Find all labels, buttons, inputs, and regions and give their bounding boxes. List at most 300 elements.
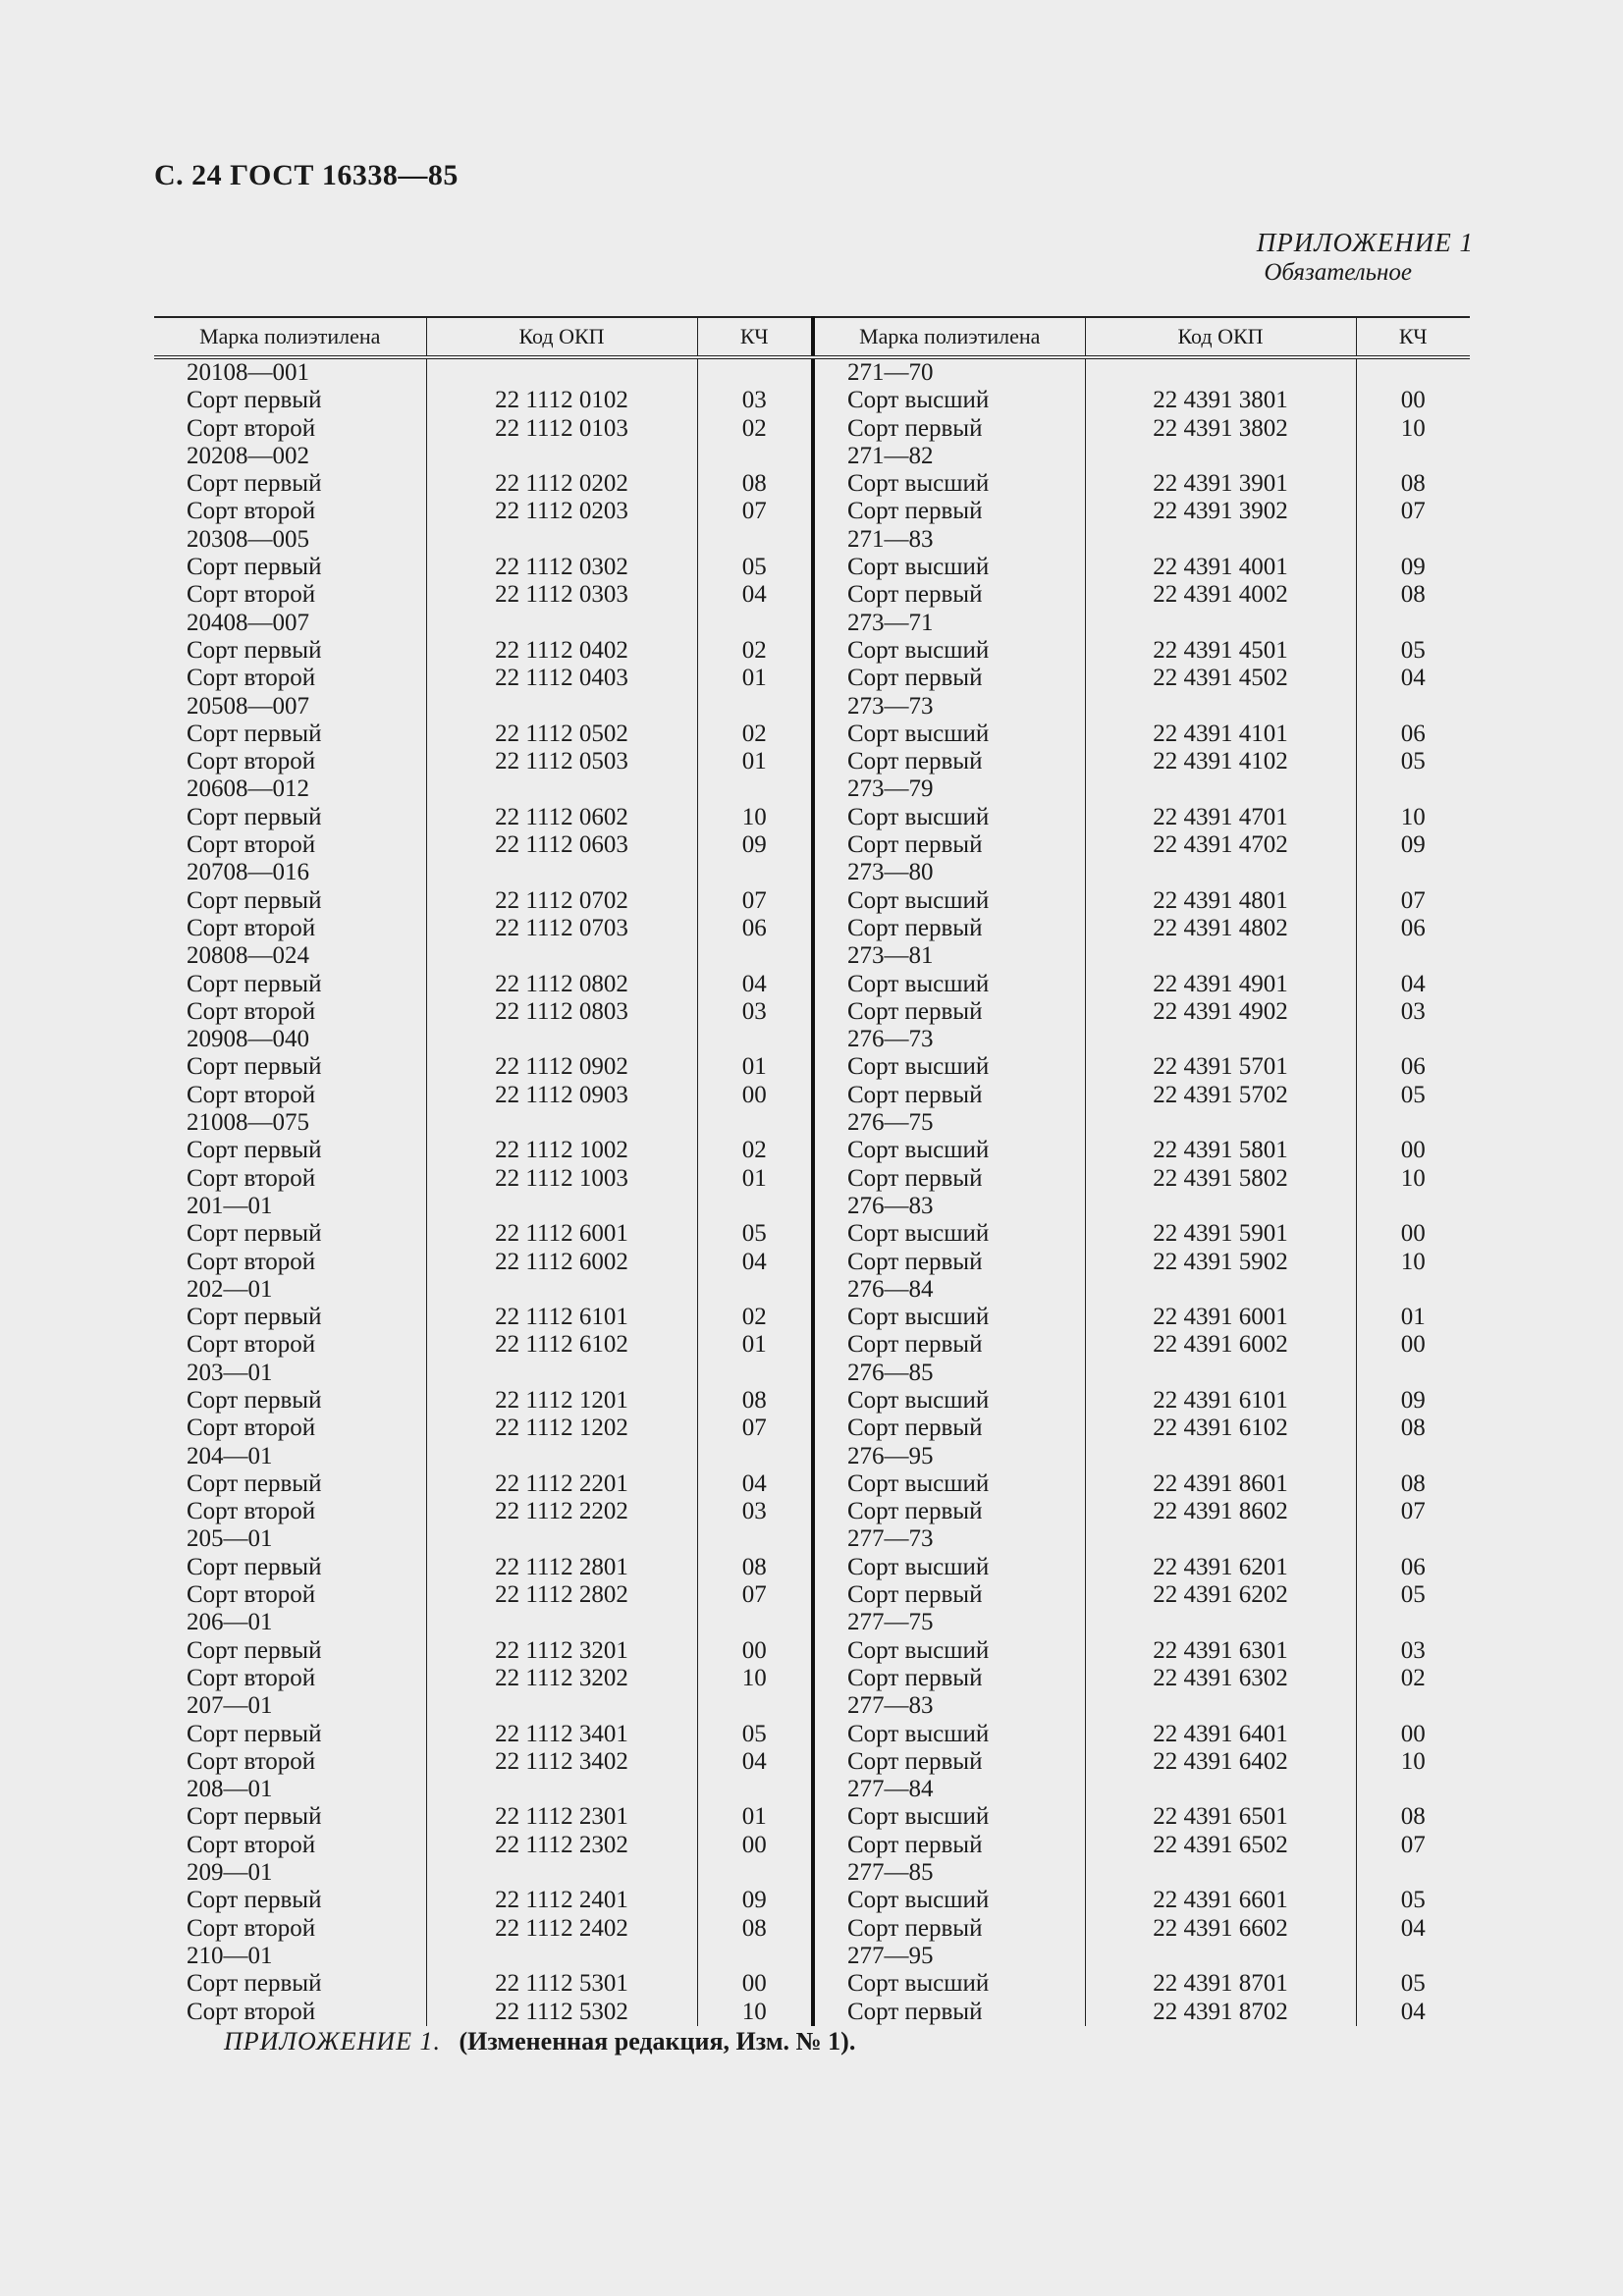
okp-code-cell <box>1085 942 1356 970</box>
okp-code-cell <box>1085 443 1356 470</box>
okp-code-cell: 22 4391 5902 <box>1085 1249 1356 1276</box>
kch-cell: 07 <box>1356 1832 1470 1859</box>
grade-cell: Сорт второй <box>187 665 316 692</box>
table-row <box>154 831 813 859</box>
kch-cell: 08 <box>1356 470 1470 498</box>
kch-cell <box>697 1026 813 1053</box>
okp-code-cell: 22 1112 3202 <box>426 1665 697 1692</box>
table-row <box>154 942 813 970</box>
okp-code-cell: 22 1112 2802 <box>426 1581 697 1609</box>
kch-cell: 00 <box>1356 1721 1470 1748</box>
table-row <box>154 498 813 525</box>
okp-code-cell <box>1085 1609 1356 1636</box>
table-row <box>815 610 1470 637</box>
kch-cell: 00 <box>697 1832 813 1859</box>
grade-cell: Сорт второй <box>187 1164 316 1192</box>
table-row <box>154 470 813 498</box>
kch-cell <box>697 1443 813 1470</box>
kch-cell <box>697 1525 813 1553</box>
grade-cell: Сорт высший <box>847 1970 990 1998</box>
table-row <box>154 1082 813 1109</box>
grade-cell: 210—01 <box>187 1942 273 1969</box>
grade-cell: Сорт высший <box>847 1803 990 1831</box>
table-row <box>815 1970 1470 1998</box>
grade-cell: Сорт второй <box>187 1747 316 1775</box>
okp-code-cell: 22 4391 4102 <box>1085 748 1356 775</box>
table-row <box>815 1249 1470 1276</box>
okp-code-cell <box>426 1859 697 1887</box>
okp-code-cell: 22 4391 8602 <box>1085 1498 1356 1525</box>
grade-cell: 203—01 <box>187 1359 273 1386</box>
okp-code-cell: 22 1112 0603 <box>426 831 697 859</box>
grade-cell: Сорт первый <box>187 970 322 997</box>
grade-cell: Сорт второй <box>187 498 316 525</box>
kch-cell: 05 <box>697 1220 813 1248</box>
table-row <box>815 357 1470 387</box>
okp-code-cell: 22 4391 4702 <box>1085 831 1356 859</box>
kch-cell: 08 <box>1356 1415 1470 1442</box>
table-row <box>815 1304 1470 1331</box>
grade-cell: Сорт второй <box>187 1664 316 1691</box>
okp-code-cell: 22 1112 1202 <box>426 1415 697 1442</box>
grade-cell: Сорт первый <box>187 1887 322 1914</box>
grade-cell: Сорт первый <box>847 1415 983 1442</box>
table-row <box>815 1082 1470 1109</box>
kch-cell: 01 <box>697 1331 813 1359</box>
okp-code-cell: 22 4391 6301 <box>1085 1637 1356 1665</box>
kch-cell: 03 <box>1356 1637 1470 1665</box>
kch-cell: 10 <box>697 1665 813 1692</box>
kch-cell <box>1356 1109 1470 1137</box>
kch-cell <box>697 942 813 970</box>
kch-cell: 02 <box>697 637 813 665</box>
table-row <box>815 1609 1470 1636</box>
table-row <box>815 1581 1470 1609</box>
table-row <box>154 1637 813 1665</box>
kch-cell: 04 <box>1356 971 1470 998</box>
table-row <box>154 693 813 721</box>
kch-cell <box>1356 859 1470 886</box>
kch-cell: 05 <box>1356 637 1470 665</box>
okp-code-cell <box>426 443 697 470</box>
okp-code-cell: 22 1112 1003 <box>426 1165 697 1193</box>
okp-code-cell: 22 4391 6501 <box>1085 1803 1356 1831</box>
kch-cell: 04 <box>697 581 813 609</box>
table-row <box>154 1803 813 1831</box>
grade-cell: Сорт высший <box>847 970 990 997</box>
kch-cell: 07 <box>1356 1498 1470 1525</box>
kch-cell: 08 <box>697 470 813 498</box>
kch-cell <box>697 775 813 803</box>
table-row <box>815 526 1470 554</box>
grade-cell: Сорт второй <box>187 831 316 859</box>
kch-cell: 05 <box>697 554 813 581</box>
table-row <box>815 1193 1470 1220</box>
grade-cell: Сорт первый <box>847 1998 983 2025</box>
kch-cell <box>1356 1859 1470 1887</box>
okp-code-cell <box>1085 1443 1356 1470</box>
okp-code-cell: 22 1112 0602 <box>426 804 697 831</box>
table-header-row <box>815 317 1470 357</box>
okp-code-cell: 22 4391 6602 <box>1085 1915 1356 1943</box>
table-row <box>154 357 813 387</box>
table-row <box>815 1776 1470 1803</box>
table-row <box>154 804 813 831</box>
table-row <box>154 415 813 443</box>
page-header: С. 24 ГОСТ 16338—85 <box>154 159 459 191</box>
okp-code-cell: 22 4391 6402 <box>1085 1748 1356 1776</box>
kch-cell: 00 <box>1356 1331 1470 1359</box>
kch-cell <box>697 1360 813 1387</box>
table-left-body <box>154 357 813 2026</box>
grade-cell: Сорт первый <box>187 1137 322 1164</box>
kch-cell: 02 <box>697 721 813 748</box>
okp-code-cell <box>1085 775 1356 803</box>
okp-code-cell: 22 4391 5802 <box>1085 1165 1356 1193</box>
table-row <box>815 1137 1470 1164</box>
okp-code-cell <box>426 1943 697 1970</box>
grade-cell: Сорт первый <box>847 1248 983 1275</box>
table-row <box>815 581 1470 609</box>
kch-cell: 10 <box>1356 1165 1470 1193</box>
grade-cell: Сорт первый <box>187 1469 322 1497</box>
table-row <box>815 1943 1470 1970</box>
kch-cell: 06 <box>1356 1053 1470 1081</box>
kch-cell: 03 <box>697 998 813 1026</box>
okp-code-cell <box>1085 357 1356 387</box>
okp-code-cell: 22 1112 0903 <box>426 1082 697 1109</box>
grade-cell: 277—84 <box>847 1776 934 1803</box>
kch-cell: 09 <box>1356 554 1470 581</box>
kch-cell <box>1356 357 1470 387</box>
grade-cell: 276—73 <box>847 1026 934 1053</box>
okp-code-cell: 22 4391 6002 <box>1085 1331 1356 1359</box>
grade-cell: Сорт высший <box>847 1720 990 1747</box>
table-row <box>815 1637 1470 1665</box>
okp-code-cell <box>1085 1276 1356 1304</box>
table-row <box>154 1915 813 1943</box>
grade-cell: 277—73 <box>847 1525 934 1553</box>
grade-cell: Сорт второй <box>187 1248 316 1275</box>
okp-code-cell: 22 1112 0202 <box>426 470 697 498</box>
table-row <box>815 1999 1470 2026</box>
kch-cell <box>697 693 813 721</box>
okp-code-cell: 22 1112 2201 <box>426 1470 697 1498</box>
grade-cell: Сорт первый <box>847 1164 983 1192</box>
grade-cell: Сорт второй <box>187 748 316 775</box>
kch-cell <box>1356 1609 1470 1636</box>
kch-cell: 07 <box>1356 498 1470 525</box>
okp-code-cell: 22 4391 8601 <box>1085 1470 1356 1498</box>
kch-cell: 10 <box>697 1999 813 2026</box>
grade-cell: Сорт первый <box>847 1914 983 1942</box>
grade-cell: 202—01 <box>187 1275 273 1303</box>
okp-code-cell: 22 4391 6202 <box>1085 1581 1356 1609</box>
kch-cell: 07 <box>697 498 813 525</box>
okp-code-cell: 22 4391 4001 <box>1085 554 1356 581</box>
grade-cell: 276—84 <box>847 1275 934 1303</box>
table-row <box>154 887 813 915</box>
grade-cell: Сорт второй <box>187 1081 316 1108</box>
okp-code-cell: 22 1112 1002 <box>426 1137 697 1164</box>
table-row <box>154 1387 813 1415</box>
appendix-title: ПРИЛОЖЕНИЕ 1 <box>1256 228 1474 257</box>
grade-cell: Сорт второй <box>187 1498 316 1525</box>
grade-cell: Сорт высший <box>847 1304 990 1331</box>
kch-cell: 01 <box>697 1165 813 1193</box>
grade-cell: Сорт высший <box>847 1386 990 1414</box>
table-row <box>815 748 1470 775</box>
okp-code-cell: 22 1112 0302 <box>426 554 697 581</box>
table-row <box>815 1026 1470 1053</box>
table-row <box>154 581 813 609</box>
grade-cell: Сорт высший <box>847 1636 990 1664</box>
table-right-body <box>815 357 1470 2026</box>
table-row <box>815 1360 1470 1387</box>
kch-cell: 07 <box>697 1415 813 1442</box>
table-header-row <box>154 317 813 357</box>
grade-code-table <box>154 316 1472 2026</box>
grade-cell: Сорт первый <box>847 1831 983 1858</box>
table-row <box>815 415 1470 443</box>
table-row <box>815 915 1470 942</box>
table-row <box>815 1331 1470 1359</box>
okp-code-cell: 22 4391 4501 <box>1085 637 1356 665</box>
grade-cell: 276—75 <box>847 1109 934 1137</box>
kch-cell: 09 <box>1356 1387 1470 1415</box>
table-row <box>815 1832 1470 1859</box>
okp-code-cell: 22 1112 3201 <box>426 1637 697 1665</box>
appendix-subtitle: Обязательное <box>1264 259 1412 286</box>
table-row <box>815 1165 1470 1193</box>
grade-cell: Сорт второй <box>187 1831 316 1858</box>
grade-cell: 20208—002 <box>187 442 309 469</box>
grade-cell: Сорт второй <box>187 997 316 1025</box>
grade-cell: Сорт второй <box>187 1415 316 1442</box>
grade-cell: 20108—001 <box>187 359 309 386</box>
kch-cell: 08 <box>1356 581 1470 609</box>
okp-code-cell: 22 1112 0103 <box>426 415 697 443</box>
kch-cell <box>1356 1692 1470 1720</box>
table-row <box>815 1554 1470 1581</box>
grade-cell: 273—79 <box>847 775 934 803</box>
grade-cell: Сорт первый <box>847 748 983 775</box>
grade-cell: Сорт первый <box>187 1386 322 1414</box>
grade-cell: 209—01 <box>187 1859 273 1887</box>
grade-cell: Сорт высший <box>847 387 990 414</box>
grade-cell: 20808—024 <box>187 942 309 970</box>
table-row <box>154 637 813 665</box>
grade-cell: Сорт первый <box>847 914 983 941</box>
table-row <box>154 775 813 803</box>
okp-code-cell <box>426 859 697 886</box>
okp-code-cell <box>426 693 697 721</box>
kch-cell: 01 <box>697 665 813 692</box>
okp-code-cell: 22 1112 5302 <box>426 1999 697 2026</box>
table-row <box>815 942 1470 970</box>
grade-cell: Сорт второй <box>187 1331 316 1359</box>
table-row <box>154 971 813 998</box>
okp-code-cell: 22 1112 0802 <box>426 971 697 998</box>
kch-cell <box>697 1193 813 1220</box>
grade-cell: 20508—007 <box>187 692 309 720</box>
table-row <box>815 387 1470 414</box>
okp-code-cell: 22 4391 6401 <box>1085 1721 1356 1748</box>
table-row <box>815 1470 1470 1498</box>
kch-cell <box>1356 1193 1470 1220</box>
grade-cell: Сорт первый <box>847 1081 983 1108</box>
kch-cell: 04 <box>1356 1915 1470 1943</box>
okp-code-cell: 22 1112 2402 <box>426 1915 697 1943</box>
okp-code-cell: 22 4391 4002 <box>1085 581 1356 609</box>
okp-code-cell: 22 1112 1201 <box>426 1387 697 1415</box>
kch-cell: 09 <box>697 831 813 859</box>
table-row <box>154 1053 813 1081</box>
grade-cell: 20408—007 <box>187 609 309 636</box>
grade-cell: 273—73 <box>847 692 934 720</box>
grade-cell: Сорт высший <box>847 470 990 498</box>
table-row <box>815 470 1470 498</box>
grade-cell: 277—85 <box>847 1859 934 1887</box>
kch-cell: 04 <box>697 1748 813 1776</box>
kch-cell: 01 <box>697 1803 813 1831</box>
grade-cell: Сорт первый <box>847 1498 983 1525</box>
grade-cell: 208—01 <box>187 1776 273 1803</box>
okp-code-cell: 22 4391 3801 <box>1085 387 1356 414</box>
table-row <box>815 1915 1470 1943</box>
table-row <box>815 721 1470 748</box>
okp-code-cell: 22 4391 6102 <box>1085 1415 1356 1442</box>
table-row <box>154 387 813 414</box>
kch-cell <box>697 1776 813 1803</box>
kch-cell: 05 <box>1356 1581 1470 1609</box>
okp-code-cell: 22 4391 3802 <box>1085 415 1356 443</box>
grade-cell: Сорт первый <box>847 997 983 1025</box>
amendment-note <box>224 2027 855 2056</box>
table-row <box>815 1220 1470 1248</box>
okp-code-cell <box>426 1609 697 1636</box>
table-row <box>154 443 813 470</box>
grade-cell: Сорт первый <box>187 636 322 664</box>
grade-cell: Сорт высший <box>847 554 990 581</box>
grade-cell: Сорт первый <box>187 720 322 747</box>
okp-code-cell: 22 1112 6001 <box>426 1220 697 1248</box>
okp-code-cell: 22 1112 2302 <box>426 1832 697 1859</box>
table-row <box>815 887 1470 915</box>
kch-cell: 06 <box>1356 721 1470 748</box>
grade-cell: Сорт первый <box>847 1747 983 1775</box>
kch-cell: 01 <box>697 748 813 775</box>
okp-code-cell: 22 1112 0203 <box>426 498 697 525</box>
okp-code-cell <box>426 1692 697 1720</box>
grade-cell: Сорт высший <box>847 803 990 830</box>
kch-cell <box>1356 1525 1470 1553</box>
kch-cell <box>697 526 813 554</box>
grade-cell: Сорт высший <box>847 1053 990 1081</box>
table-row <box>815 1415 1470 1442</box>
okp-code-cell: 22 4391 6101 <box>1085 1387 1356 1415</box>
grade-cell: Сорт высший <box>847 1220 990 1248</box>
column-header-okp-code: Код ОКП <box>426 317 697 357</box>
grade-cell: 271—82 <box>847 442 934 469</box>
okp-code-cell: 22 4391 6201 <box>1085 1554 1356 1581</box>
grade-cell: 277—75 <box>847 1609 934 1636</box>
okp-code-cell <box>1085 693 1356 721</box>
okp-code-cell <box>1085 610 1356 637</box>
okp-code-cell <box>426 1525 697 1553</box>
kch-cell: 07 <box>1356 887 1470 915</box>
okp-code-cell: 22 1112 0803 <box>426 998 697 1026</box>
okp-code-cell <box>426 357 697 387</box>
kch-cell <box>1356 526 1470 554</box>
kch-cell <box>1356 1026 1470 1053</box>
kch-cell <box>697 610 813 637</box>
kch-cell: 04 <box>697 971 813 998</box>
table-row <box>815 831 1470 859</box>
okp-code-cell: 22 4391 6502 <box>1085 1832 1356 1859</box>
kch-cell: 06 <box>697 915 813 942</box>
okp-code-cell: 22 1112 0503 <box>426 748 697 775</box>
kch-cell <box>1356 775 1470 803</box>
kch-cell: 02 <box>697 1137 813 1164</box>
column-header-grade: Марка полиэтилена <box>815 317 1085 357</box>
kch-cell: 03 <box>1356 998 1470 1026</box>
grade-cell: 21008—075 <box>187 1109 309 1137</box>
grade-cell: Сорт высший <box>847 636 990 664</box>
kch-cell: 00 <box>1356 1137 1470 1164</box>
kch-cell: 09 <box>697 1887 813 1914</box>
okp-code-cell: 22 4391 6001 <box>1085 1304 1356 1331</box>
okp-code-cell: 22 4391 4902 <box>1085 998 1356 1026</box>
kch-cell: 00 <box>697 1970 813 1998</box>
grade-cell: 20608—012 <box>187 775 309 803</box>
table-row <box>815 1109 1470 1137</box>
grade-cell: 276—95 <box>847 1442 934 1469</box>
okp-code-cell: 22 4391 4801 <box>1085 887 1356 915</box>
table-row <box>154 1776 813 1803</box>
grade-cell: 271—70 <box>847 359 934 386</box>
table-row <box>154 721 813 748</box>
kch-cell: 10 <box>1356 804 1470 831</box>
table-row <box>154 859 813 886</box>
okp-code-cell <box>426 942 697 970</box>
table-row <box>154 1498 813 1525</box>
okp-code-cell: 22 4391 5701 <box>1085 1053 1356 1081</box>
grade-cell: Сорт второй <box>187 914 316 941</box>
kch-cell <box>1356 1276 1470 1304</box>
grade-cell: Сорт первый <box>847 831 983 859</box>
okp-code-cell: 22 4391 5901 <box>1085 1220 1356 1248</box>
grade-cell: Сорт первый <box>187 554 322 581</box>
okp-code-cell <box>1085 1859 1356 1887</box>
grade-cell: 20708—016 <box>187 859 309 886</box>
okp-code-cell: 22 4391 4101 <box>1085 721 1356 748</box>
okp-code-cell: 22 4391 4901 <box>1085 971 1356 998</box>
grade-cell: 271—83 <box>847 525 934 553</box>
kch-cell <box>697 1109 813 1137</box>
kch-cell: 00 <box>697 1082 813 1109</box>
okp-code-cell <box>426 610 697 637</box>
kch-cell <box>1356 1776 1470 1803</box>
table-row <box>815 637 1470 665</box>
kch-cell <box>1356 443 1470 470</box>
kch-cell <box>1356 1360 1470 1387</box>
table-row <box>154 1109 813 1137</box>
grade-cell: 276—83 <box>847 1192 934 1219</box>
kch-cell: 06 <box>1356 1554 1470 1581</box>
table-row <box>154 1970 813 1998</box>
okp-code-cell: 22 4391 3901 <box>1085 470 1356 498</box>
